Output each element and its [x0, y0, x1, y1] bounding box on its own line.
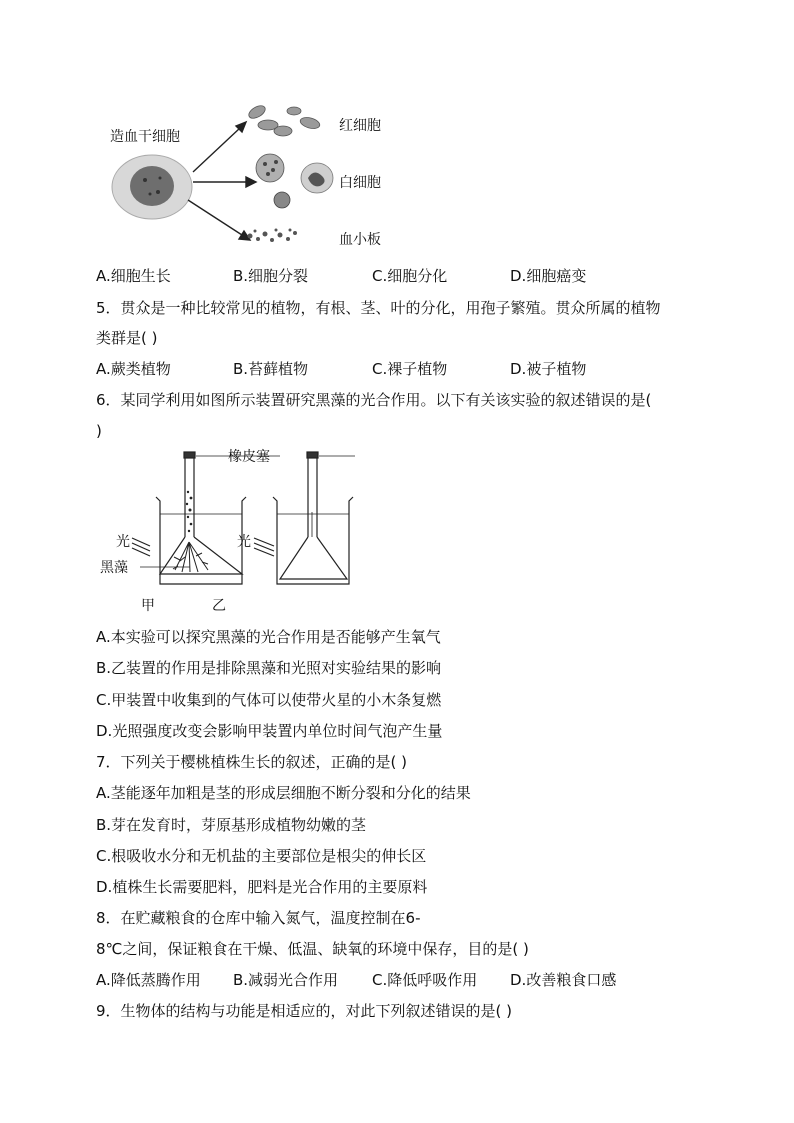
alga-apparatus-diagram — [90, 442, 390, 617]
q6-option-b: B.乙装置的作用是排除黑藻和光照对实验结果的影响 — [96, 659, 442, 677]
q9-stem: 9．生物体的结构与功能是相适应的，对此下列叙述错误的是( ) — [96, 1002, 513, 1020]
platelets — [248, 229, 298, 243]
q5-stem-line2: 类群是( ) — [96, 329, 158, 347]
stopper-label: 橡皮塞 — [228, 449, 270, 465]
white-blood-cells — [256, 154, 333, 208]
q7-stem: 7．下列关于樱桃植株生长的叙述，正确的是( ) — [96, 753, 408, 771]
q7-option-b: B.芽在发育时，芽原基形成植物幼嫩的茎 — [96, 816, 367, 834]
q6-stem-line2: ) — [96, 422, 102, 440]
q4-option-a: A.细胞生长 — [96, 267, 171, 285]
alga-apparatus-figure — [90, 442, 390, 617]
q5-option-c: C.裸子植物 — [372, 360, 448, 378]
funnel-jia — [160, 537, 242, 574]
q8-option-d: D.改善粮食口感 — [510, 971, 617, 989]
q8-option-c: C.降低呼吸作用 — [372, 971, 478, 989]
beaker-jia — [156, 497, 246, 584]
q6-option-c: C.甲装置中收集到的气体可以使带火星的小木条复燃 — [96, 691, 442, 709]
platelet-label: 血小板 — [339, 232, 381, 248]
alga-label: 黑藻 — [100, 560, 128, 576]
q6-option-d: D.光照强度改变会影响甲装置内单位时间气泡产生量 — [96, 722, 443, 740]
stem-cell-nucleus — [130, 166, 174, 206]
q7-option-c: C.根吸收水分和无机盐的主要部位是根尖的伸长区 — [96, 847, 427, 865]
q4-option-b: B.细胞分裂 — [233, 267, 309, 285]
jia-label: 甲 — [141, 598, 155, 614]
q5-stem-line1: 5．贯众是一种比较常见的植物，有根、茎、叶的分化，用孢子繁殖。贯众所属的植物 — [96, 299, 661, 317]
q5-option-b: B.苔藓植物 — [233, 360, 309, 378]
q7-option-a: A.茎能逐年加粗是茎的形成层细胞不断分裂和分化的结果 — [96, 784, 471, 802]
red-cell-label: 红细胞 — [339, 118, 381, 134]
q6-option-a: A.本实验可以探究黑藻的光合作用是否能够产生氧气 — [96, 628, 441, 646]
stopper-jia — [184, 452, 195, 458]
q5-option-a: A.蕨类植物 — [96, 360, 171, 378]
light-label-jia: 光 — [116, 534, 130, 550]
yi-label: 乙 — [212, 598, 226, 614]
light-label-yi: 光 — [237, 534, 251, 550]
q7-option-d: D.植株生长需要肥料，肥料是光合作用的主要原料 — [96, 878, 428, 896]
gas-bubbles — [186, 491, 193, 532]
q4-option-c: C.细胞分化 — [372, 267, 448, 285]
stem-cell-label: 造血干细胞 — [110, 129, 180, 145]
q8-stem-line2: 8℃之间，保证粮食在干燥、低温、缺氧的环境中保存，目的是( ) — [96, 940, 529, 958]
q8-option-a: A.降低蒸腾作用 — [96, 971, 201, 989]
q8-stem-line1: 8．在贮藏粮食的仓库中输入氮气，温度控制在6- — [96, 909, 421, 927]
q8-option-b: B.减弱光合作用 — [233, 971, 339, 989]
q5-option-d: D.被子植物 — [510, 360, 587, 378]
funnel-yi — [280, 537, 347, 579]
red-blood-cells — [247, 103, 321, 136]
white-cell-label: 白细胞 — [339, 175, 381, 191]
q4-option-d: D.细胞癌变 — [510, 267, 587, 285]
q6-stem-line1: 6．某同学利用如图所示装置研究黑藻的光合作用。以下有关该实验的叙述错误的是( — [96, 391, 652, 409]
stopper-yi — [307, 452, 318, 458]
